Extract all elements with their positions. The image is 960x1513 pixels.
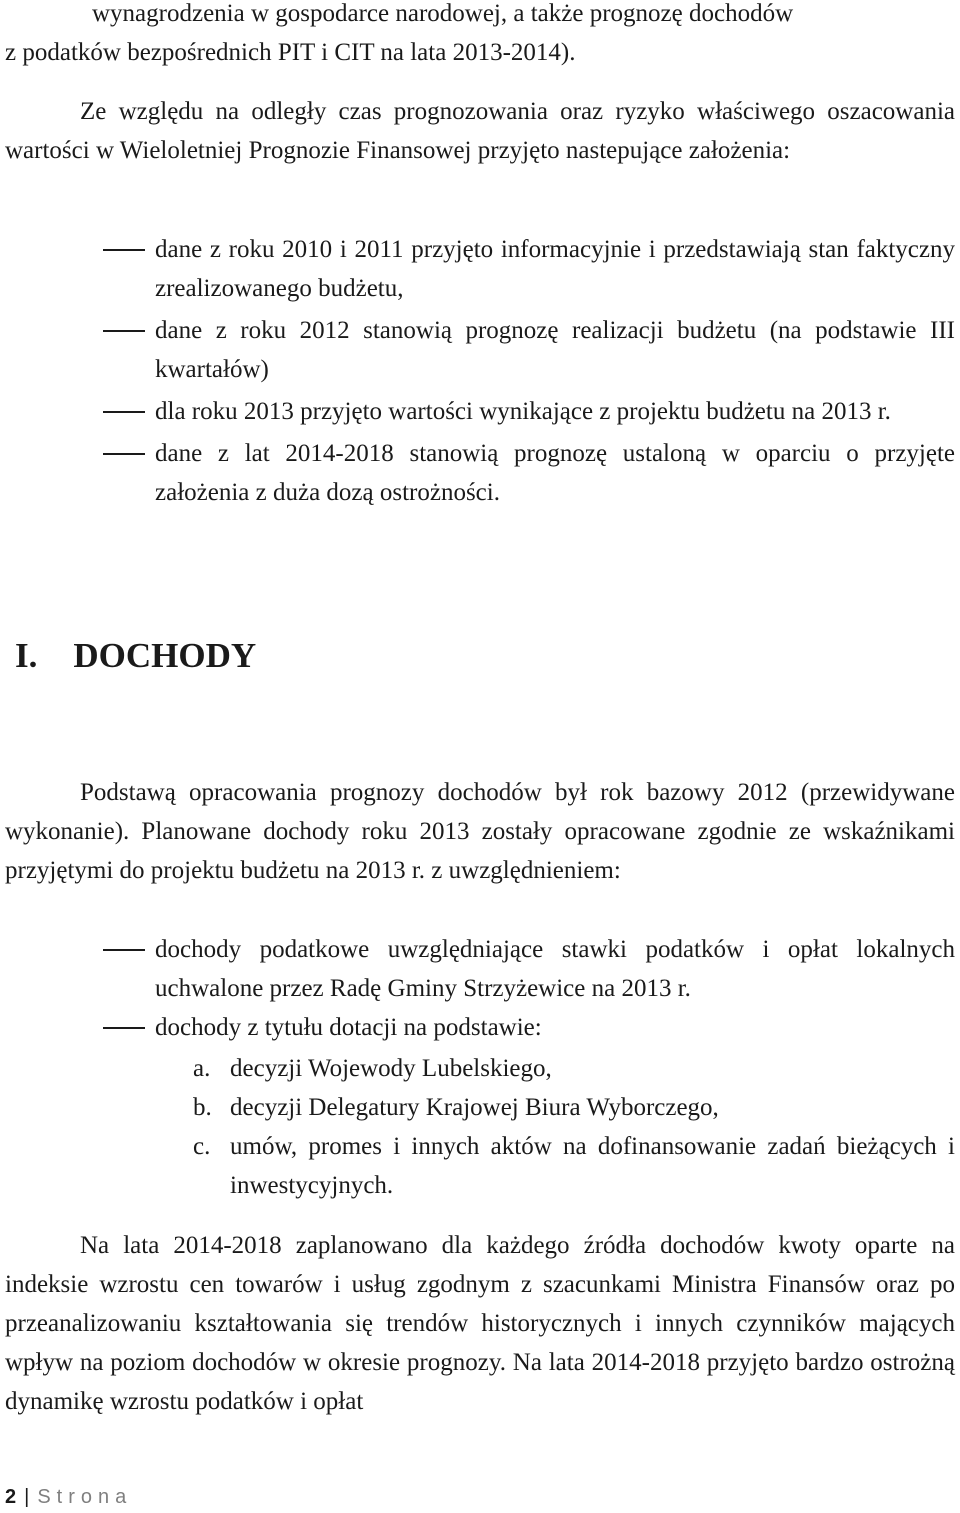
dash-bullet	[103, 330, 145, 332]
list-marker: b.	[193, 1094, 212, 1121]
list-item	[5, 1008, 955, 1047]
forecast-paragraph	[5, 1226, 955, 1421]
dash-bullet	[103, 949, 145, 951]
list-marker: c.	[193, 1133, 211, 1160]
revenue-paragraph	[5, 773, 955, 890]
list-item-text: decyzji Wojewody Lubelskiego,	[230, 1055, 552, 1082]
list-item-text: dla roku 2013 przyjęto wartości wynikające z projektu budżetu na 2013 r.	[155, 398, 891, 425]
dash-bullet	[103, 249, 145, 251]
list-item-text: dane z roku 2010 i 2011 przyjęto informacyjnie i przedstawiają stan faktyczny zrealizowanego budżetu,	[155, 236, 955, 302]
assumptions-text: Ze względu na odległy czas prognozowania oraz ryzyko właściwego oszacowania wartości w Wieloletniej Prognozie Finansowej przyjęto nastepujące założenia:	[5, 98, 955, 164]
list-item	[5, 1088, 955, 1127]
assumptions-list	[5, 230, 955, 515]
list-item-text: umów, promes i innych aktów na dofinansowanie zadań bieżących i inwestycyjnych.	[230, 1133, 955, 1199]
list-item-text: dane z lat 2014-2018 stanowią prognozę ustaloną w oparciu o przyjęte założenia z duża dozą ostrożności.	[155, 440, 955, 506]
revenue-text: Podstawą opracowania prognozy dochodów był rok bazowy 2012 (przewidywane wykonanie). Planowane dochody roku 2013 zostały opracowane zgodnie ze wskaźnikami przyjętymi do projektu budżetu na 2013 r. z uwzględnieniem:	[5, 779, 955, 884]
list-item-text: dochody z tytułu dotacji na podstawie:	[155, 1014, 542, 1041]
list-item-text: dochody podatkowe uwzględniające stawki podatków i opłat lokalnych uchwalone przez Radę Gminy Strzyżewice na 2013 r.	[155, 936, 955, 1002]
footer-separator: |	[24, 1486, 30, 1508]
dash-bullet	[103, 1027, 145, 1029]
page-number: 2	[5, 1486, 17, 1508]
list-marker: a.	[193, 1055, 211, 1082]
page-footer	[5, 1483, 132, 1511]
list-item	[5, 1127, 955, 1205]
page-label: Strona	[37, 1486, 133, 1508]
list-item	[5, 311, 955, 389]
intro-line-2: z podatków bezpośrednich PIT i CIT na lata 2013-2014).	[5, 39, 576, 66]
intro-paragraph	[5, 0, 955, 72]
dash-bullet	[103, 411, 145, 413]
list-item	[5, 1049, 955, 1088]
section-heading	[15, 632, 256, 680]
list-item	[5, 434, 955, 512]
section-number: I.	[15, 636, 38, 675]
assumptions-paragraph	[5, 92, 955, 170]
revenue-list	[5, 930, 955, 1047]
forecast-text: Na lata 2014-2018 zaplanowano dla każdego źródła dochodów kwoty oparte na indeksie wzrostu cen towarów i usług zgodnym z szacunkami Ministra Finansów oraz po przeanalizowaniu kształtowania się trendów historycznych i innych czynników mających wpływ na poziom dochodów w okresie prognozy. Na lata 2014-2018 przyjęto bardzo ostrożną dynamikę wzrostu podatków i opłat	[5, 1232, 955, 1415]
list-item	[5, 392, 955, 431]
intro-line-1: wynagrodzenia w gospodarce narodowej, a także prognozę dochodów	[92, 0, 794, 27]
list-item-text: decyzji Delegatury Krajowej Biura Wyborczego,	[230, 1094, 719, 1121]
list-item-text: dane z roku 2012 stanowią prognozę realizacji budżetu (na podstawie III kwartałów)	[155, 317, 955, 383]
dash-bullet	[103, 453, 145, 455]
list-item	[5, 230, 955, 308]
list-item	[5, 930, 955, 1008]
section-title: DOCHODY	[73, 636, 257, 675]
subsidy-list	[5, 1049, 955, 1205]
